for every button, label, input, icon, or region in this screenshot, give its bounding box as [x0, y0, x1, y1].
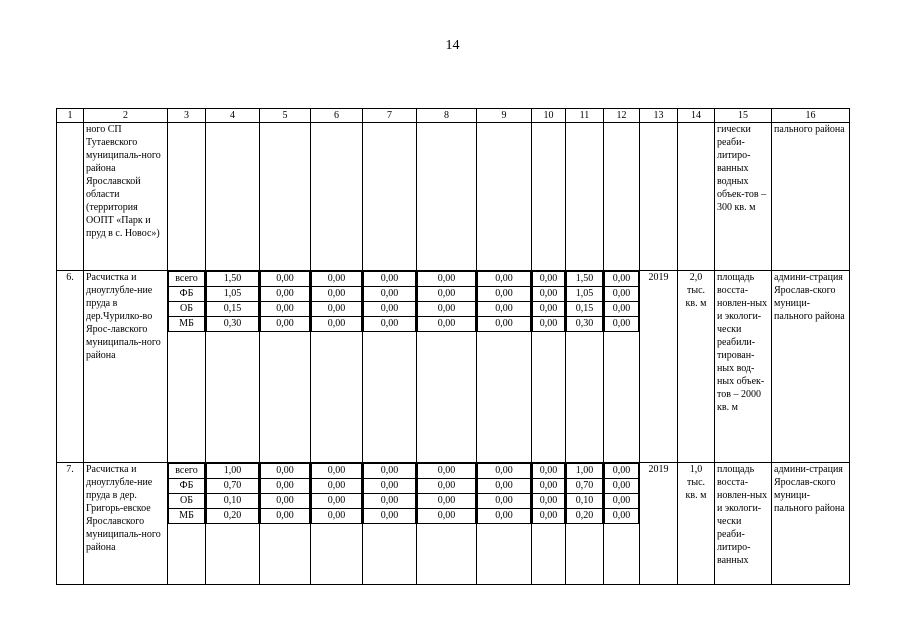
value-cell: 0,70 — [567, 479, 603, 494]
values-col-11 — [566, 271, 603, 332]
value-cell: 0,00 — [418, 287, 476, 302]
col-header-9: 9 — [477, 109, 532, 123]
value-cell: 0,00 — [478, 479, 531, 494]
page-number: 14 — [445, 38, 460, 53]
value-cell: 0,00 — [364, 479, 416, 494]
value-cell: 0,00 — [605, 494, 639, 509]
col-header-3: 3 — [168, 109, 206, 123]
values-col-8 — [417, 271, 476, 332]
values-col-7 — [363, 271, 416, 332]
values-col-10 — [532, 271, 565, 332]
values-col-12 — [604, 463, 639, 524]
source-mb: МБ — [169, 509, 205, 524]
value-cell: 0,00 — [605, 287, 639, 302]
row-name: Расчистка и дноуглубле-ние пруда в дер. Григорь-евское Ярославского муниципаль-ного района — [84, 463, 168, 585]
table-row — [57, 463, 850, 585]
value-cell: 0,00 — [605, 509, 639, 524]
value-cell: 0,00 — [364, 287, 416, 302]
program-table — [56, 108, 850, 585]
source-fb: ФБ — [169, 287, 205, 302]
row-name: Расчистка и дноуглубле-ние пруда в дер.Чурилко-во Ярос-лавского муниципаль-ного района — [84, 271, 168, 463]
source-ob: ОБ — [169, 494, 205, 509]
source-mb: МБ — [169, 317, 205, 332]
values-col-9 — [477, 271, 531, 332]
value-cell: 0,00 — [261, 272, 310, 287]
value-cell: 1,50 — [567, 272, 603, 287]
values-col-5 — [260, 463, 310, 524]
col-header-11: 11 — [566, 109, 604, 123]
source-total: всего — [169, 464, 205, 479]
continued-indicator: гически реаби-литиро-ванных водных объек-тов – 300 кв. м — [715, 123, 772, 271]
row-number: 7. — [57, 463, 84, 585]
value-cell: 0,00 — [364, 317, 416, 332]
value-cell: 0,00 — [478, 509, 531, 524]
value-cell: 0,00 — [364, 272, 416, 287]
col-header-7: 7 — [363, 109, 417, 123]
col-header-6: 6 — [311, 109, 363, 123]
value-cell: 0,00 — [533, 287, 565, 302]
value-cell: 0,00 — [418, 272, 476, 287]
values-col-8 — [417, 463, 476, 524]
value-cell: 0,00 — [261, 317, 310, 332]
row-indicator: площадь восста-новлен-ных и экологи-чески реабили-тирован-ных вод-ных объек-тов – 2000 кв. м — [715, 271, 772, 463]
value-cell: 0,00 — [261, 494, 310, 509]
value-cell: 0,00 — [418, 464, 476, 479]
source-ob: ОБ — [169, 302, 205, 317]
values-col-5 — [260, 271, 310, 332]
col-header-2: 2 — [84, 109, 168, 123]
source-fb: ФБ — [169, 479, 205, 494]
values-col-6 — [311, 271, 362, 332]
value-cell: 0,00 — [478, 494, 531, 509]
value-cell: 0,00 — [364, 302, 416, 317]
value-cell: 0,00 — [261, 287, 310, 302]
col-header-5: 5 — [260, 109, 311, 123]
value-cell: 0,10 — [207, 494, 259, 509]
value-cell: 0,00 — [533, 317, 565, 332]
value-cell: 0,00 — [533, 479, 565, 494]
col-header-13: 13 — [640, 109, 678, 123]
value-cell: 0,70 — [207, 479, 259, 494]
value-cell: 0,00 — [364, 464, 416, 479]
value-cell: 0,30 — [567, 317, 603, 332]
table-row — [57, 271, 850, 463]
value-cell: 0,00 — [478, 272, 531, 287]
value-cell: 0,15 — [567, 302, 603, 317]
values-col-9 — [477, 463, 531, 524]
values-col-11 — [566, 463, 603, 524]
row-number: 6. — [57, 271, 84, 463]
value-cell: 0,00 — [261, 509, 310, 524]
value-cell: 0,00 — [605, 317, 639, 332]
source-total: всего — [169, 272, 205, 287]
continued-name: ного СП Тутаевского муниципаль-ного района Ярославской области (территория ООПТ «Парк и пруд в с. Новос») — [84, 123, 168, 271]
value-cell: 1,00 — [567, 464, 603, 479]
col-header-16: 16 — [772, 109, 850, 123]
funding-sources — [168, 463, 205, 524]
row-value: 2,0 тыс. кв. м — [678, 271, 715, 463]
value-cell: 0,00 — [312, 494, 362, 509]
row-executor: админи-страция Ярослав-ского муници-пального района — [772, 463, 850, 585]
value-cell: 0,00 — [478, 302, 531, 317]
value-cell: 0,00 — [418, 494, 476, 509]
value-cell: 0,00 — [478, 287, 531, 302]
values-col-6 — [311, 463, 362, 524]
value-cell: 0,00 — [533, 464, 565, 479]
value-cell: 0,00 — [418, 302, 476, 317]
value-cell: 0,00 — [312, 302, 362, 317]
value-cell: 0,00 — [312, 509, 362, 524]
continued-executor: пального района — [772, 123, 850, 271]
value-cell: 0,00 — [533, 494, 565, 509]
value-cell: 0,00 — [312, 272, 362, 287]
value-cell: 0,00 — [261, 464, 310, 479]
value-cell: 0,00 — [478, 317, 531, 332]
value-cell: 0,20 — [207, 509, 259, 524]
row-value: 1,0 тыс. кв. м — [678, 463, 715, 585]
value-cell: 0,00 — [533, 302, 565, 317]
col-header-1: 1 — [57, 109, 84, 123]
col-header-4: 4 — [206, 109, 260, 123]
value-cell: 0,00 — [261, 479, 310, 494]
value-cell: 0,00 — [605, 464, 639, 479]
table-row-continued — [57, 123, 850, 271]
header-row — [57, 109, 850, 123]
value-cell: 0,00 — [312, 317, 362, 332]
value-cell: 0,00 — [605, 302, 639, 317]
row-year: 2019 — [640, 463, 678, 585]
value-cell: 0,00 — [312, 287, 362, 302]
value-cell: 0,00 — [418, 509, 476, 524]
col-header-15: 15 — [715, 109, 772, 123]
values-col-4 — [206, 463, 259, 524]
value-cell: 0,00 — [261, 302, 310, 317]
col-header-12: 12 — [604, 109, 640, 123]
col-header-8: 8 — [417, 109, 477, 123]
value-cell: 0,00 — [364, 494, 416, 509]
value-cell: 0,00 — [533, 272, 565, 287]
value-cell: 0,00 — [605, 479, 639, 494]
value-cell: 0,00 — [418, 479, 476, 494]
funding-sources — [168, 271, 205, 332]
value-cell: 1,50 — [207, 272, 259, 287]
value-cell: 0,15 — [207, 302, 259, 317]
row-executor: админи-страция Ярослав-ского муници-пального района — [772, 271, 850, 463]
row-year: 2019 — [640, 271, 678, 463]
value-cell: 0,00 — [312, 479, 362, 494]
row-indicator: площадь восста-новлен-ных и экологи-чески реаби-литиро-ванных — [715, 463, 772, 585]
value-cell: 0,00 — [312, 464, 362, 479]
value-cell: 0,00 — [533, 509, 565, 524]
value-cell: 1,05 — [207, 287, 259, 302]
values-col-4 — [206, 271, 259, 332]
value-cell: 0,30 — [207, 317, 259, 332]
value-cell: 0,10 — [567, 494, 603, 509]
values-col-12 — [604, 271, 639, 332]
value-cell: 0,20 — [567, 509, 603, 524]
values-col-10 — [532, 463, 565, 524]
col-header-10: 10 — [532, 109, 566, 123]
value-cell: 0,00 — [364, 509, 416, 524]
value-cell: 0,00 — [418, 317, 476, 332]
value-cell: 1,05 — [567, 287, 603, 302]
values-col-7 — [363, 463, 416, 524]
value-cell: 1,00 — [207, 464, 259, 479]
col-header-14: 14 — [678, 109, 715, 123]
value-cell: 0,00 — [605, 272, 639, 287]
value-cell: 0,00 — [478, 464, 531, 479]
